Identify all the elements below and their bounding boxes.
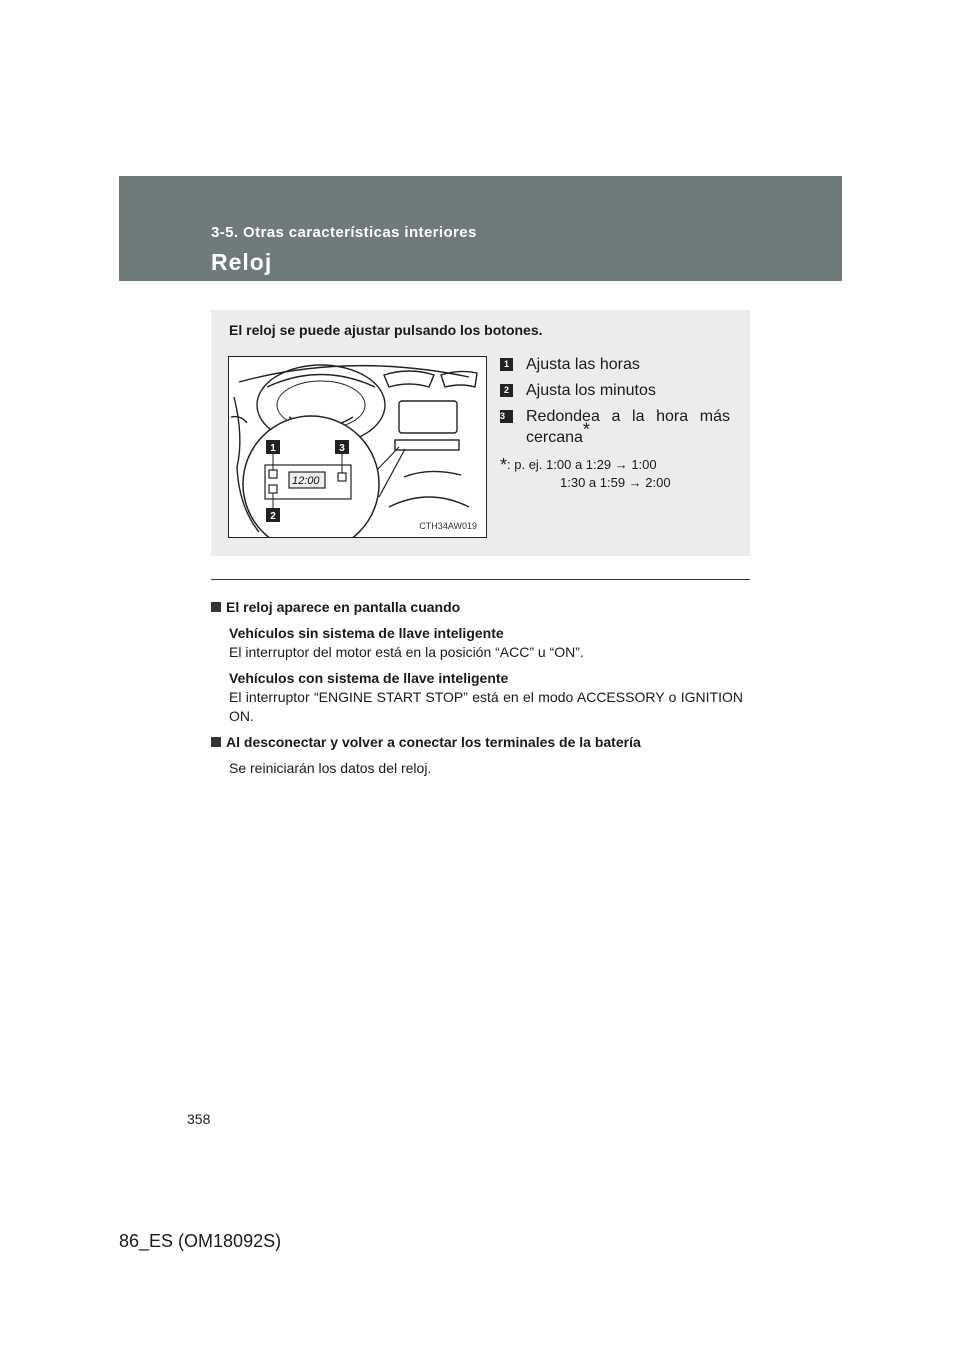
footnote-line-2: 1:30 a 1:59 → 2:00	[560, 475, 671, 490]
paragraph: El interruptor del motor está en la posición “ACC” u “ON”.	[229, 644, 584, 660]
legend	[500, 354, 730, 492]
legend-item	[500, 406, 730, 448]
dashboard-drawing	[229, 357, 486, 537]
legend-text: Ajusta las horas	[526, 356, 640, 373]
clock-time: 12:00	[292, 475, 320, 487]
box-intro: El reloj se puede ajustar pulsando los botones.	[229, 322, 543, 338]
section-label: 3-5. Otras características interiores	[211, 224, 477, 241]
square-bullet-icon	[211, 737, 221, 747]
dashboard-illustration	[228, 356, 487, 538]
section-heading	[211, 598, 743, 617]
section-header	[119, 176, 842, 281]
callout-3: 3	[339, 443, 345, 454]
page-title: Reloj	[211, 249, 273, 275]
page-number: 358	[187, 1111, 211, 1127]
footnote	[500, 456, 730, 492]
legend-item	[500, 380, 730, 401]
number-badge: 2	[500, 384, 513, 397]
paragraph: Se reiniciarán los datos del reloj.	[229, 760, 432, 776]
air-vent	[384, 371, 434, 387]
section-heading	[211, 733, 743, 752]
footnote-marker: *	[500, 455, 508, 475]
legend-item	[500, 354, 730, 375]
divider	[211, 579, 750, 580]
paragraph: El interruptor “ENGINE START STOP” está en el modo ACCESSORY o IGNITION ON.	[229, 689, 743, 724]
square-bullet-icon	[211, 602, 221, 612]
legend-text: Redondea a la hora más cercana	[526, 408, 730, 446]
section-heading-text: El reloj aparece en pantalla cuando	[226, 599, 461, 615]
minute-button	[269, 485, 277, 493]
round-button	[338, 473, 346, 481]
number-badge: 3	[500, 410, 513, 423]
info-box	[211, 310, 750, 556]
subheading: Vehículos con sistema de llave inteligente	[229, 670, 509, 686]
center-display	[399, 401, 457, 433]
clock-panel	[395, 440, 459, 450]
hour-button	[269, 470, 277, 478]
subheading: Vehículos sin sistema de llave inteligente	[229, 625, 504, 641]
section-heading-text: Al desconectar y volver a conectar los terminales de la batería	[226, 734, 641, 750]
number-badge: 1	[500, 358, 513, 371]
body-content	[211, 598, 743, 785]
callout-2: 2	[270, 511, 276, 522]
footnote-line-1: : p. ej. 1:00 a 1:29 → 1:00	[507, 457, 657, 472]
image-code: CTH34AW019	[419, 521, 477, 531]
footer-code: 86_ES (OM18092S)	[119, 1231, 282, 1251]
asterisk-marker: *	[582, 419, 590, 440]
legend-text: Ajusta los minutos	[526, 382, 656, 399]
callout-1: 1	[270, 443, 276, 454]
